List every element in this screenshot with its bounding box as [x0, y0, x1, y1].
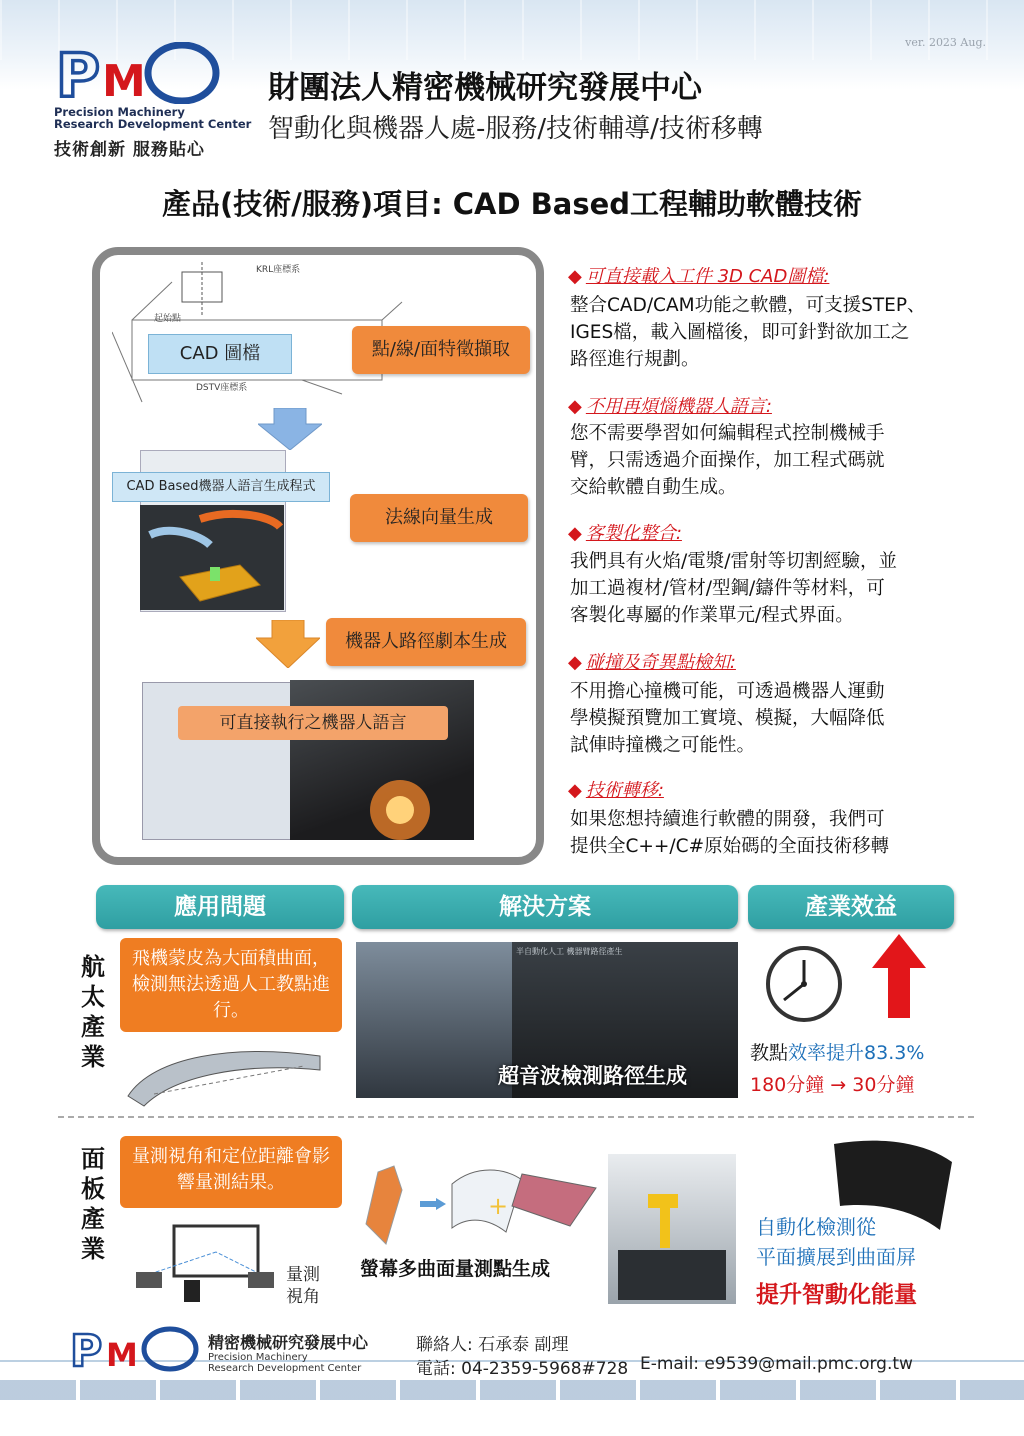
svg-text:P: P [70, 1326, 103, 1372]
vertical-char: 板 [81, 1175, 105, 1203]
vertical-char: 面 [81, 1145, 105, 1173]
feature-line: 加工過複材/管材/型鋼/鑄件等材料，可 [570, 578, 885, 599]
footer-pmc-logo [70, 1326, 202, 1376]
feature-line: 提供全C++/C#原始碼的全面技術移轉 [570, 836, 890, 857]
pmc-logo-mark [54, 42, 224, 104]
footer-email[interactable]: E-mail: e9539@mail.pmc.org.tw [640, 1354, 913, 1374]
version-label: ver. 2023 Aug. [905, 36, 986, 49]
feature-title-cad-import [568, 262, 829, 288]
ultrasonic-robot-photo [356, 942, 514, 1098]
benefit-line: 自動化檢測從 [756, 1215, 876, 1239]
svg-text:+: + [488, 1192, 509, 1220]
step-feature-extraction: 點/線/面特徵擷取 [352, 326, 530, 374]
feature-title-text: 碰撞及奇異點檢知: [585, 652, 736, 673]
feature-line: 學模擬預覽加工實境、模擬，大幅降低 [570, 708, 885, 729]
cad-file-label: CAD 圖檔 [148, 334, 292, 374]
feature-line: 我們具有火焰/電漿/雷射等切割經驗，並 [570, 551, 897, 572]
feature-body-robot-language [570, 420, 970, 501]
feature-title-tech-transfer [568, 776, 664, 802]
feature-line: IGES檔，載入圖檔後，即可針對欲加工之 [570, 322, 910, 343]
origin-label: 起始點 [154, 314, 182, 324]
feature-line: 您不需要學習如何編輯程式控制機械手 [570, 423, 885, 444]
vertical-char: 產 [81, 1013, 105, 1041]
down-arrow-orange-icon [256, 620, 320, 672]
panel-problem: 量測視角和定位距離會影響量測結果。 [120, 1136, 342, 1208]
header-solution: 解決方案 [352, 885, 738, 929]
row-divider [58, 1116, 974, 1118]
ultrasonic-solution-caption: 超音波檢測路徑生成 [498, 1064, 687, 1088]
svg-text:M: M [106, 1336, 138, 1372]
feature-title-text: 客製化整合: [585, 523, 682, 544]
aerospace-benefit-line1 [750, 1038, 924, 1065]
diamond-bullet-icon: ◆ [568, 780, 582, 801]
footer-org-en-line: Precision Machinery [208, 1352, 308, 1363]
angle-label-line: 視角 [286, 1287, 320, 1307]
step-normal-vector: 法線向量生成 [350, 494, 528, 542]
org-subtitle: 智動化與機器人處-服務/技術輔導/技術移轉 [268, 114, 763, 144]
measurement-angle-diagram [130, 1222, 280, 1306]
benefit-line: 平面擴展到曲面屏 [756, 1245, 916, 1269]
ultrasonic-screen-caption: 半自動化人工 機器臂路徑產生 [516, 947, 623, 956]
diamond-bullet-icon: ◆ [568, 523, 582, 544]
step-executable-robot-language: 可直接執行之機器人語言 [178, 706, 448, 740]
clock-icon [764, 944, 844, 1028]
panel-industry-label [78, 1144, 108, 1264]
feature-line: 如果您想持續進行軟體的開發，我們可 [570, 809, 885, 830]
feature-line: 路徑進行規劃。 [570, 349, 700, 370]
program-label: CAD Based機器人語言生成程式 [112, 472, 330, 502]
krl-label: KRL座標系 [256, 265, 301, 275]
normal-vector-render [140, 505, 284, 610]
up-arrow-red-icon [872, 934, 926, 1022]
vertical-char: 太 [81, 983, 105, 1011]
vertical-char: 業 [81, 1043, 105, 1071]
feature-line: 試俥時撞機之可能性。 [570, 735, 756, 756]
feature-line: 不用擔心撞機可能，可透過機器人運動 [570, 681, 885, 702]
step-robot-path-script: 機器人路徑劇本生成 [326, 618, 526, 666]
down-arrow-blue-icon [258, 408, 322, 454]
measurement-angle-label [286, 1264, 320, 1308]
footer-band [0, 1380, 1024, 1400]
vertical-char: 航 [81, 953, 105, 981]
feature-body-cad-import [570, 292, 970, 373]
logo-slogan: 技術創新 服務貼心 [54, 140, 205, 160]
feature-title-text: 不用再煩惱機器人語言: [585, 396, 772, 417]
diamond-bullet-icon: ◆ [568, 266, 582, 287]
feature-title-text: 可直接載入工件 3D CAD圖檔: [585, 266, 830, 287]
footer-phone: 電話: 04-2359-5968#728 [416, 1359, 629, 1379]
robot-measure-cell-photo [608, 1154, 736, 1304]
feature-body-customization [570, 548, 970, 629]
panel-benefit-highlight: 提升智動化能量 [756, 1282, 917, 1308]
feature-title-collision [568, 648, 736, 674]
product-title: 產品(技術/服務)項目: CAD Based工程輔助軟體技術 [161, 187, 863, 221]
plasma-cutting-photo [290, 680, 474, 840]
diamond-bullet-icon: ◆ [568, 652, 582, 673]
feature-line: 客製化專屬的作業單元/程式界面。 [570, 605, 854, 626]
benefit-prefix: 教點 [750, 1042, 789, 1064]
footer-org-en [208, 1352, 361, 1374]
svg-text:M: M [102, 56, 146, 104]
aerospace-problem: 飛機蒙皮為大面積曲面，檢測無法透過人工教點進行。 [120, 938, 342, 1032]
feature-line: 臂，只需透過介面操作，加工程式碼就 [570, 450, 885, 471]
aircraft-skin-image [124, 1042, 324, 1108]
feature-title-robot-language [568, 392, 772, 418]
feature-line: 整合CAD/CAM功能之軟體，可支援STEP、 [570, 295, 926, 316]
diamond-bullet-icon: ◆ [568, 396, 582, 417]
panel-solution-caption: 螢幕多曲面量測點生成 [360, 1258, 551, 1280]
aerospace-industry-label [78, 952, 108, 1072]
header-application-problem: 應用問題 [96, 885, 344, 929]
svg-text:P: P [56, 42, 100, 104]
logo-english-2: Research Development Center [54, 117, 252, 131]
panel-benefit-text [756, 1212, 916, 1272]
footer-contact-person: 聯絡人: 石承泰 副理 [416, 1335, 569, 1355]
dstv-label: DSTV座標系 [196, 383, 248, 393]
pmc-logo [54, 42, 254, 162]
vertical-char: 業 [81, 1235, 105, 1263]
curved-surface-measure-images [356, 1154, 602, 1254]
feature-title-text: 技術轉移: [585, 780, 664, 801]
org-title: 財團法人精密機械研究發展中心 [268, 70, 702, 106]
aerospace-benefit-line2: 180分鐘 → 30分鐘 [750, 1074, 915, 1096]
feature-line: 交給軟體自動生成。 [570, 477, 737, 498]
footer-org-zh: 精密機械研究發展中心 [208, 1333, 369, 1352]
feature-title-customization [568, 519, 682, 545]
angle-label-line: 量測 [286, 1265, 320, 1285]
footer-org-en-line: Research Development Center [208, 1363, 362, 1374]
logo-english-1: Precision Machinery [54, 105, 185, 119]
feature-body-tech-transfer [570, 806, 970, 860]
benefit-highlight: 效率提升83.3% [788, 1042, 925, 1064]
feature-body-collision [570, 678, 970, 759]
header-industry-benefit: 產業效益 [748, 885, 954, 929]
vertical-char: 產 [81, 1205, 105, 1233]
